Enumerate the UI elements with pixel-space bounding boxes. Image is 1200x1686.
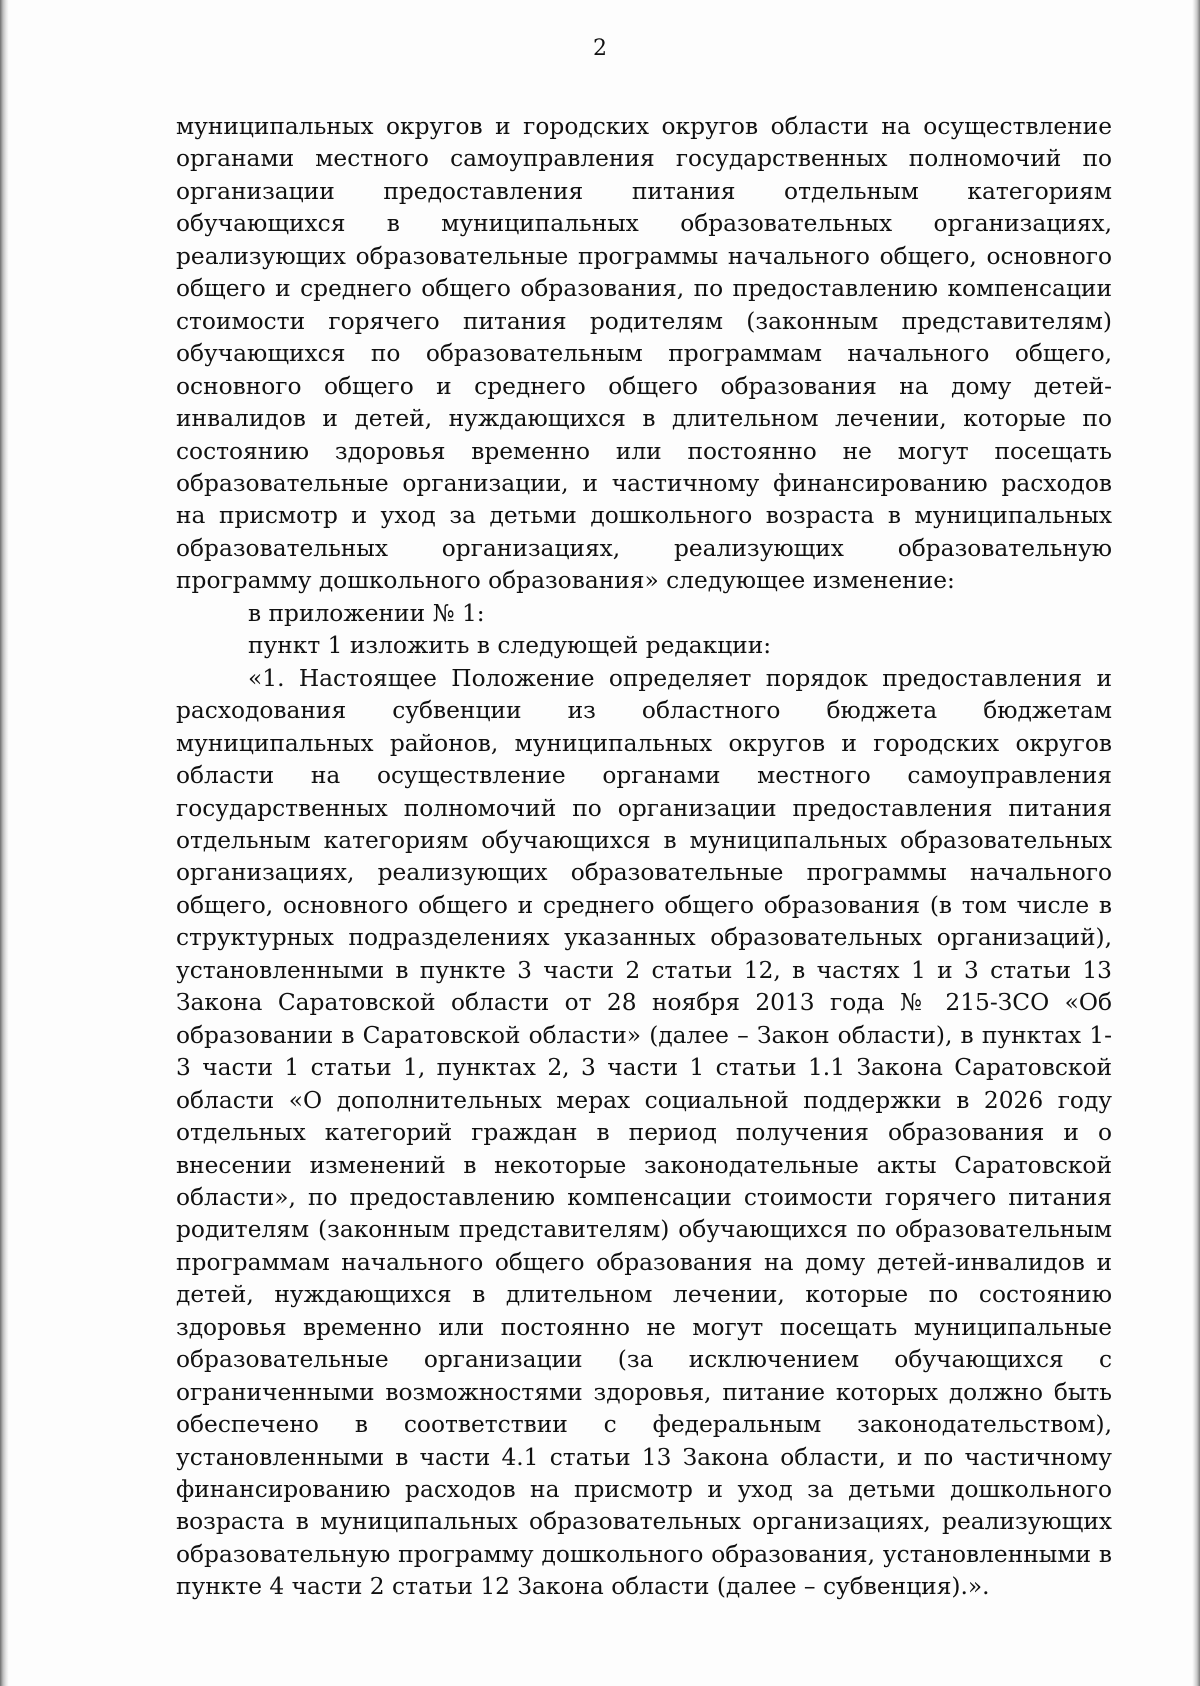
scan-edge-right	[1192, 0, 1200, 1686]
document-body	[176, 111, 1112, 1604]
paragraph-appendix-reference: в приложении № 1:	[248, 599, 485, 627]
paragraph-amendment-instruction: пункт 1 изложить в следующей редакции:	[248, 632, 772, 660]
page-number: 2	[593, 36, 607, 61]
paragraph-continuation: муниципальных округов и городских округов области на осуществление органами местного самоуправления государственных полномочий по организации предоставления питания отдельным категориям обучающихся в муниципальных образовательных организациях, реализующих образовательные программы начального общего, основного общего и среднего общего образования, по предоставлению компенсации стоимости горячего питания родителям (законным представителям) обучающихся по образовательным программам начального общего, основного общего и среднего общего образования на дому детей-инвалидов и детей, нуждающихся в длительном лечении, которые по состоянию здоровья временно или постоянно не могут посещать образовательные организации, и частичному финансированию расходов на присмотр и уход за детьми дошкольного возраста в муниципальных образовательных организациях, реализующих образовательную программу дошкольного образования» следующее изменение:	[176, 113, 1112, 595]
paragraph-clause-1: «1. Настоящее Положение определяет порядок предоставления и расходования субвенции из областного бюджета бюджетам муниципальных районов, муниципальных округов и городских округов области на осуществление органами местного самоуправления государственных полномочий по организации предоставления питания отдельным категориям обучающихся в муниципальных образовательных организациях, реализующих образовательные программы начального общего, основного общего и среднего общего образования (в том числе в структурных подразделениях указанных образовательных организаций), установленными в пункте 3 части 2 статьи 12, в частях 1 и 3 статьи 13 Закона Саратовской области от 28 ноября 2013 года № 215-ЗСО «Об образовании в Саратовской области» (далее – Закон области), в пунктах 1-3 части 1 статьи 1, пунктах 2, 3 части 1 статьи 1.1 Закона Саратовской области «О дополнительных мерах социальной поддержки в 2026 году отдельных категорий граждан в период получения образования и о внесении изменений в некоторые законодательные акты Саратовской области», по предоставлению компенсации стоимости горячего питания родителям (законным представителям) обучающихся по образовательным программам начального общего образования на дому детей-инвалидов и детей, нуждающихся в длительном лечении, которые по состоянию здоровья временно или постоянно не могут посещать муниципальные образовательные организации (за исключением обучающихся с ограниченными возможностями здоровья, питание которых должно быть обеспечено в соответствии с федеральным законодательством), установленными в части 4.1 статьи 13 Закона области, и по частичному финансированию расходов на присмотр и уход за детьми дошкольного возраста в муниципальных образовательных организациях, реализующих образовательную программу дошкольного образования, установленными в пункте 4 части 2 статьи 12 Закона области (далее – субвенция).».	[176, 664, 1112, 1601]
scan-edge-left	[0, 0, 9, 1686]
